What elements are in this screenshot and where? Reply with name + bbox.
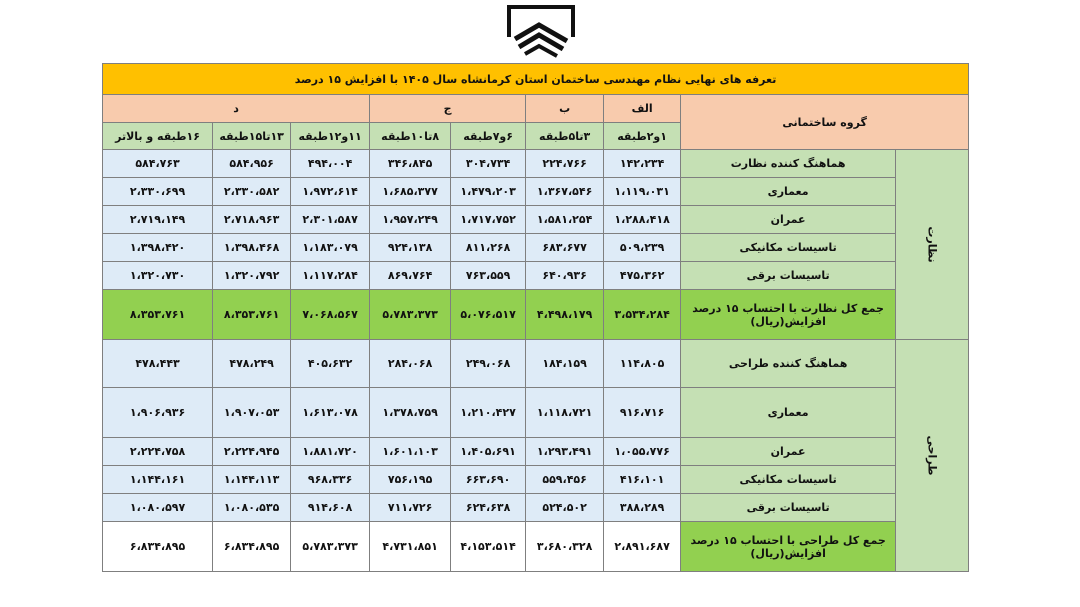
table-cell: ۹۱۴،۶۰۸ <box>291 494 370 522</box>
table-cell: ۳۴۶،۸۴۵ <box>370 150 451 178</box>
table-cell: ۲،۲۲۴،۷۵۸ <box>103 438 213 466</box>
subgroup-header: ۱۱و۱۲طبقه <box>291 123 370 150</box>
organization-logo-icon <box>505 3 577 59</box>
row-label: هماهنگ کننده نظارت <box>681 150 896 178</box>
section-label: نظارت <box>925 226 939 263</box>
table-cell: ۶۴۰،۹۳۶ <box>526 262 604 290</box>
table-cell: ۲۲۴،۷۶۶ <box>526 150 604 178</box>
table-cell: ۷۵۶،۱۹۵ <box>370 466 451 494</box>
group-alef-header: الف <box>604 95 681 123</box>
total-cell: ۴،۱۵۳،۵۱۴ <box>451 522 526 572</box>
table-cell: ۹۶۸،۳۳۶ <box>291 466 370 494</box>
table-cell: ۱،۸۸۱،۷۲۰ <box>291 438 370 466</box>
table-cell: ۱۸۴،۱۵۹ <box>526 340 604 388</box>
table-cell: ۵۸۴،۷۶۳ <box>103 150 213 178</box>
table-cell: ۱،۶۰۱،۱۰۳ <box>370 438 451 466</box>
table-cell: ۴۷۵،۳۶۲ <box>604 262 681 290</box>
total-cell: ۶،۸۳۴،۸۹۵ <box>213 522 291 572</box>
building-group-header: گروه ساختمانی <box>681 95 969 150</box>
table-cell: ۱،۹۷۲،۶۱۴ <box>291 178 370 206</box>
table-cell: ۱،۱۱۹،۰۳۱ <box>604 178 681 206</box>
table-cell: ۴۷۸،۲۴۹ <box>213 340 291 388</box>
table-cell: ۱،۳۲۰،۷۹۲ <box>213 262 291 290</box>
table-cell: ۱،۱۸۳،۰۷۹ <box>291 234 370 262</box>
table-cell: ۱،۱۴۴،۱۱۳ <box>213 466 291 494</box>
table-cell: ۵۰۹،۲۳۹ <box>604 234 681 262</box>
section-label: طراحی <box>925 435 939 476</box>
row-label: معماری <box>681 388 896 438</box>
table-cell: ۱،۱۴۴،۱۶۱ <box>103 466 213 494</box>
subgroup-header: ۱۳تا۱۵طبقه <box>213 123 291 150</box>
total-cell: ۵،۷۸۳،۳۷۳ <box>291 522 370 572</box>
table-cell: ۷۱۱،۷۲۶ <box>370 494 451 522</box>
table-cell: ۱،۱۱۸،۷۲۱ <box>526 388 604 438</box>
table-cell: ۸۶۹،۷۶۴ <box>370 262 451 290</box>
table-cell: ۱،۷۱۷،۷۵۲ <box>451 206 526 234</box>
row-label: هماهنگ کننده طراحی <box>681 340 896 388</box>
table-cell: ۲،۷۱۹،۱۴۹ <box>103 206 213 234</box>
row-label: تاسیسات برقی <box>681 494 896 522</box>
table-cell: ۱،۲۱۰،۴۲۷ <box>451 388 526 438</box>
table-cell: ۱،۰۵۵،۷۷۶ <box>604 438 681 466</box>
subgroup-header: ۸تا۱۰طبقه <box>370 123 451 150</box>
row-label: تاسیسات برقی <box>681 262 896 290</box>
table-cell: ۴۹۴،۰۰۴ <box>291 150 370 178</box>
table-cell: ۱،۵۸۱،۲۵۴ <box>526 206 604 234</box>
table-cell: ۱۱۴،۸۰۵ <box>604 340 681 388</box>
table-cell: ۱،۳۶۷،۵۴۶ <box>526 178 604 206</box>
table-cell: ۱،۰۸۰،۵۹۷ <box>103 494 213 522</box>
subgroup-header: ۱و۲طبقه <box>604 123 681 150</box>
table-cell: ۱،۴۷۹،۲۰۳ <box>451 178 526 206</box>
table-cell: ۲،۷۱۸،۹۶۳ <box>213 206 291 234</box>
table-cell: ۳۸۸،۲۸۹ <box>604 494 681 522</box>
total-cell: ۷،۰۶۸،۵۶۷ <box>291 290 370 340</box>
table-cell: ۱،۳۷۸،۷۵۹ <box>370 388 451 438</box>
table-cell: ۲،۳۳۰،۶۹۹ <box>103 178 213 206</box>
subgroup-header: ۶و۷طبقه <box>451 123 526 150</box>
table-cell: ۶۶۳،۶۹۰ <box>451 466 526 494</box>
row-label: معماری <box>681 178 896 206</box>
table-cell: ۱۴۲،۲۳۴ <box>604 150 681 178</box>
table-cell: ۱،۶۱۳،۰۷۸ <box>291 388 370 438</box>
table-cell: ۱،۱۱۷،۲۸۴ <box>291 262 370 290</box>
table-cell: ۲،۳۳۰،۵۸۲ <box>213 178 291 206</box>
table-cell: ۵۲۴،۵۰۲ <box>526 494 604 522</box>
total-cell: ۸،۳۵۳،۷۶۱ <box>213 290 291 340</box>
table-cell: ۴۰۵،۶۳۲ <box>291 340 370 388</box>
table-cell: ۵۸۴،۹۵۶ <box>213 150 291 178</box>
table-cell: ۶۸۳،۶۷۷ <box>526 234 604 262</box>
total-cell: ۵،۷۸۳،۳۷۳ <box>370 290 451 340</box>
total-cell: ۴،۷۳۱،۸۵۱ <box>370 522 451 572</box>
group-dal-header: د <box>103 95 370 123</box>
table-cell: ۴۱۶،۱۰۱ <box>604 466 681 494</box>
table-cell: ۱،۲۸۸،۴۱۸ <box>604 206 681 234</box>
table-cell: ۱،۶۸۵،۳۷۷ <box>370 178 451 206</box>
total-row-label: جمع کل نظارت با احتساب ۱۵ درصد افزایش(ریال) <box>681 290 896 340</box>
table-cell: ۱،۳۹۸،۴۲۰ <box>103 234 213 262</box>
table-cell: ۶۲۴،۶۳۸ <box>451 494 526 522</box>
total-cell: ۳،۶۸۰،۳۲۸ <box>526 522 604 572</box>
total-cell: ۸،۳۵۳،۷۶۱ <box>103 290 213 340</box>
table-cell: ۱،۳۲۰،۷۳۰ <box>103 262 213 290</box>
table-cell: ۱،۹۵۷،۲۴۹ <box>370 206 451 234</box>
total-cell: ۳،۵۳۴،۲۸۴ <box>604 290 681 340</box>
table-cell: ۹۲۴،۱۳۸ <box>370 234 451 262</box>
row-label: تاسیسات مکانیکی <box>681 466 896 494</box>
total-cell: ۴،۴۹۸،۱۷۹ <box>526 290 604 340</box>
table-cell: ۱،۲۹۳،۴۹۱ <box>526 438 604 466</box>
table-cell: ۸۱۱،۲۶۸ <box>451 234 526 262</box>
row-label: تاسیسات مکانیکی <box>681 234 896 262</box>
table-cell: ۱،۹۰۶،۹۳۶ <box>103 388 213 438</box>
subgroup-header: ۳تا۵طبقه <box>526 123 604 150</box>
total-cell: ۵،۰۷۶،۵۱۷ <box>451 290 526 340</box>
section-design <box>896 340 969 572</box>
table-cell: ۹۱۶،۷۱۶ <box>604 388 681 438</box>
table-cell: ۲،۳۰۱،۵۸۷ <box>291 206 370 234</box>
table-cell: ۲،۲۲۴،۹۴۵ <box>213 438 291 466</box>
table-title: تعرفه های نهایی نظام مهندسی ساختمان استان کرمانشاه سال ۱۴۰۵ با افزایش ۱۵ درصد <box>103 64 969 95</box>
table-cell: ۳۰۴،۷۳۴ <box>451 150 526 178</box>
table-cell: ۵۵۹،۴۵۶ <box>526 466 604 494</box>
subgroup-header: ۱۶طبقه و بالاتر <box>103 123 213 150</box>
group-jim-header: ج <box>370 95 526 123</box>
table-cell: ۱،۴۰۵،۶۹۱ <box>451 438 526 466</box>
total-cell: ۲،۸۹۱،۶۸۷ <box>604 522 681 572</box>
table-cell: ۱،۹۰۷،۰۵۳ <box>213 388 291 438</box>
group-be-header: ب <box>526 95 604 123</box>
section-supervision <box>896 150 969 340</box>
total-row-label: جمع کل طراحی با احتساب ۱۵ درصد افزایش(ریال) <box>681 522 896 572</box>
row-label: عمران <box>681 206 896 234</box>
table-cell: ۱،۳۹۸،۴۶۸ <box>213 234 291 262</box>
table-cell: ۴۷۸،۴۴۳ <box>103 340 213 388</box>
total-cell: ۶،۸۳۴،۸۹۵ <box>103 522 213 572</box>
table-cell: ۲۸۴،۰۶۸ <box>370 340 451 388</box>
table-cell: ۲۴۹،۰۶۸ <box>451 340 526 388</box>
table-cell: ۷۶۳،۵۵۹ <box>451 262 526 290</box>
row-label: عمران <box>681 438 896 466</box>
table-cell: ۱،۰۸۰،۵۳۵ <box>213 494 291 522</box>
tariff-table <box>102 63 969 572</box>
